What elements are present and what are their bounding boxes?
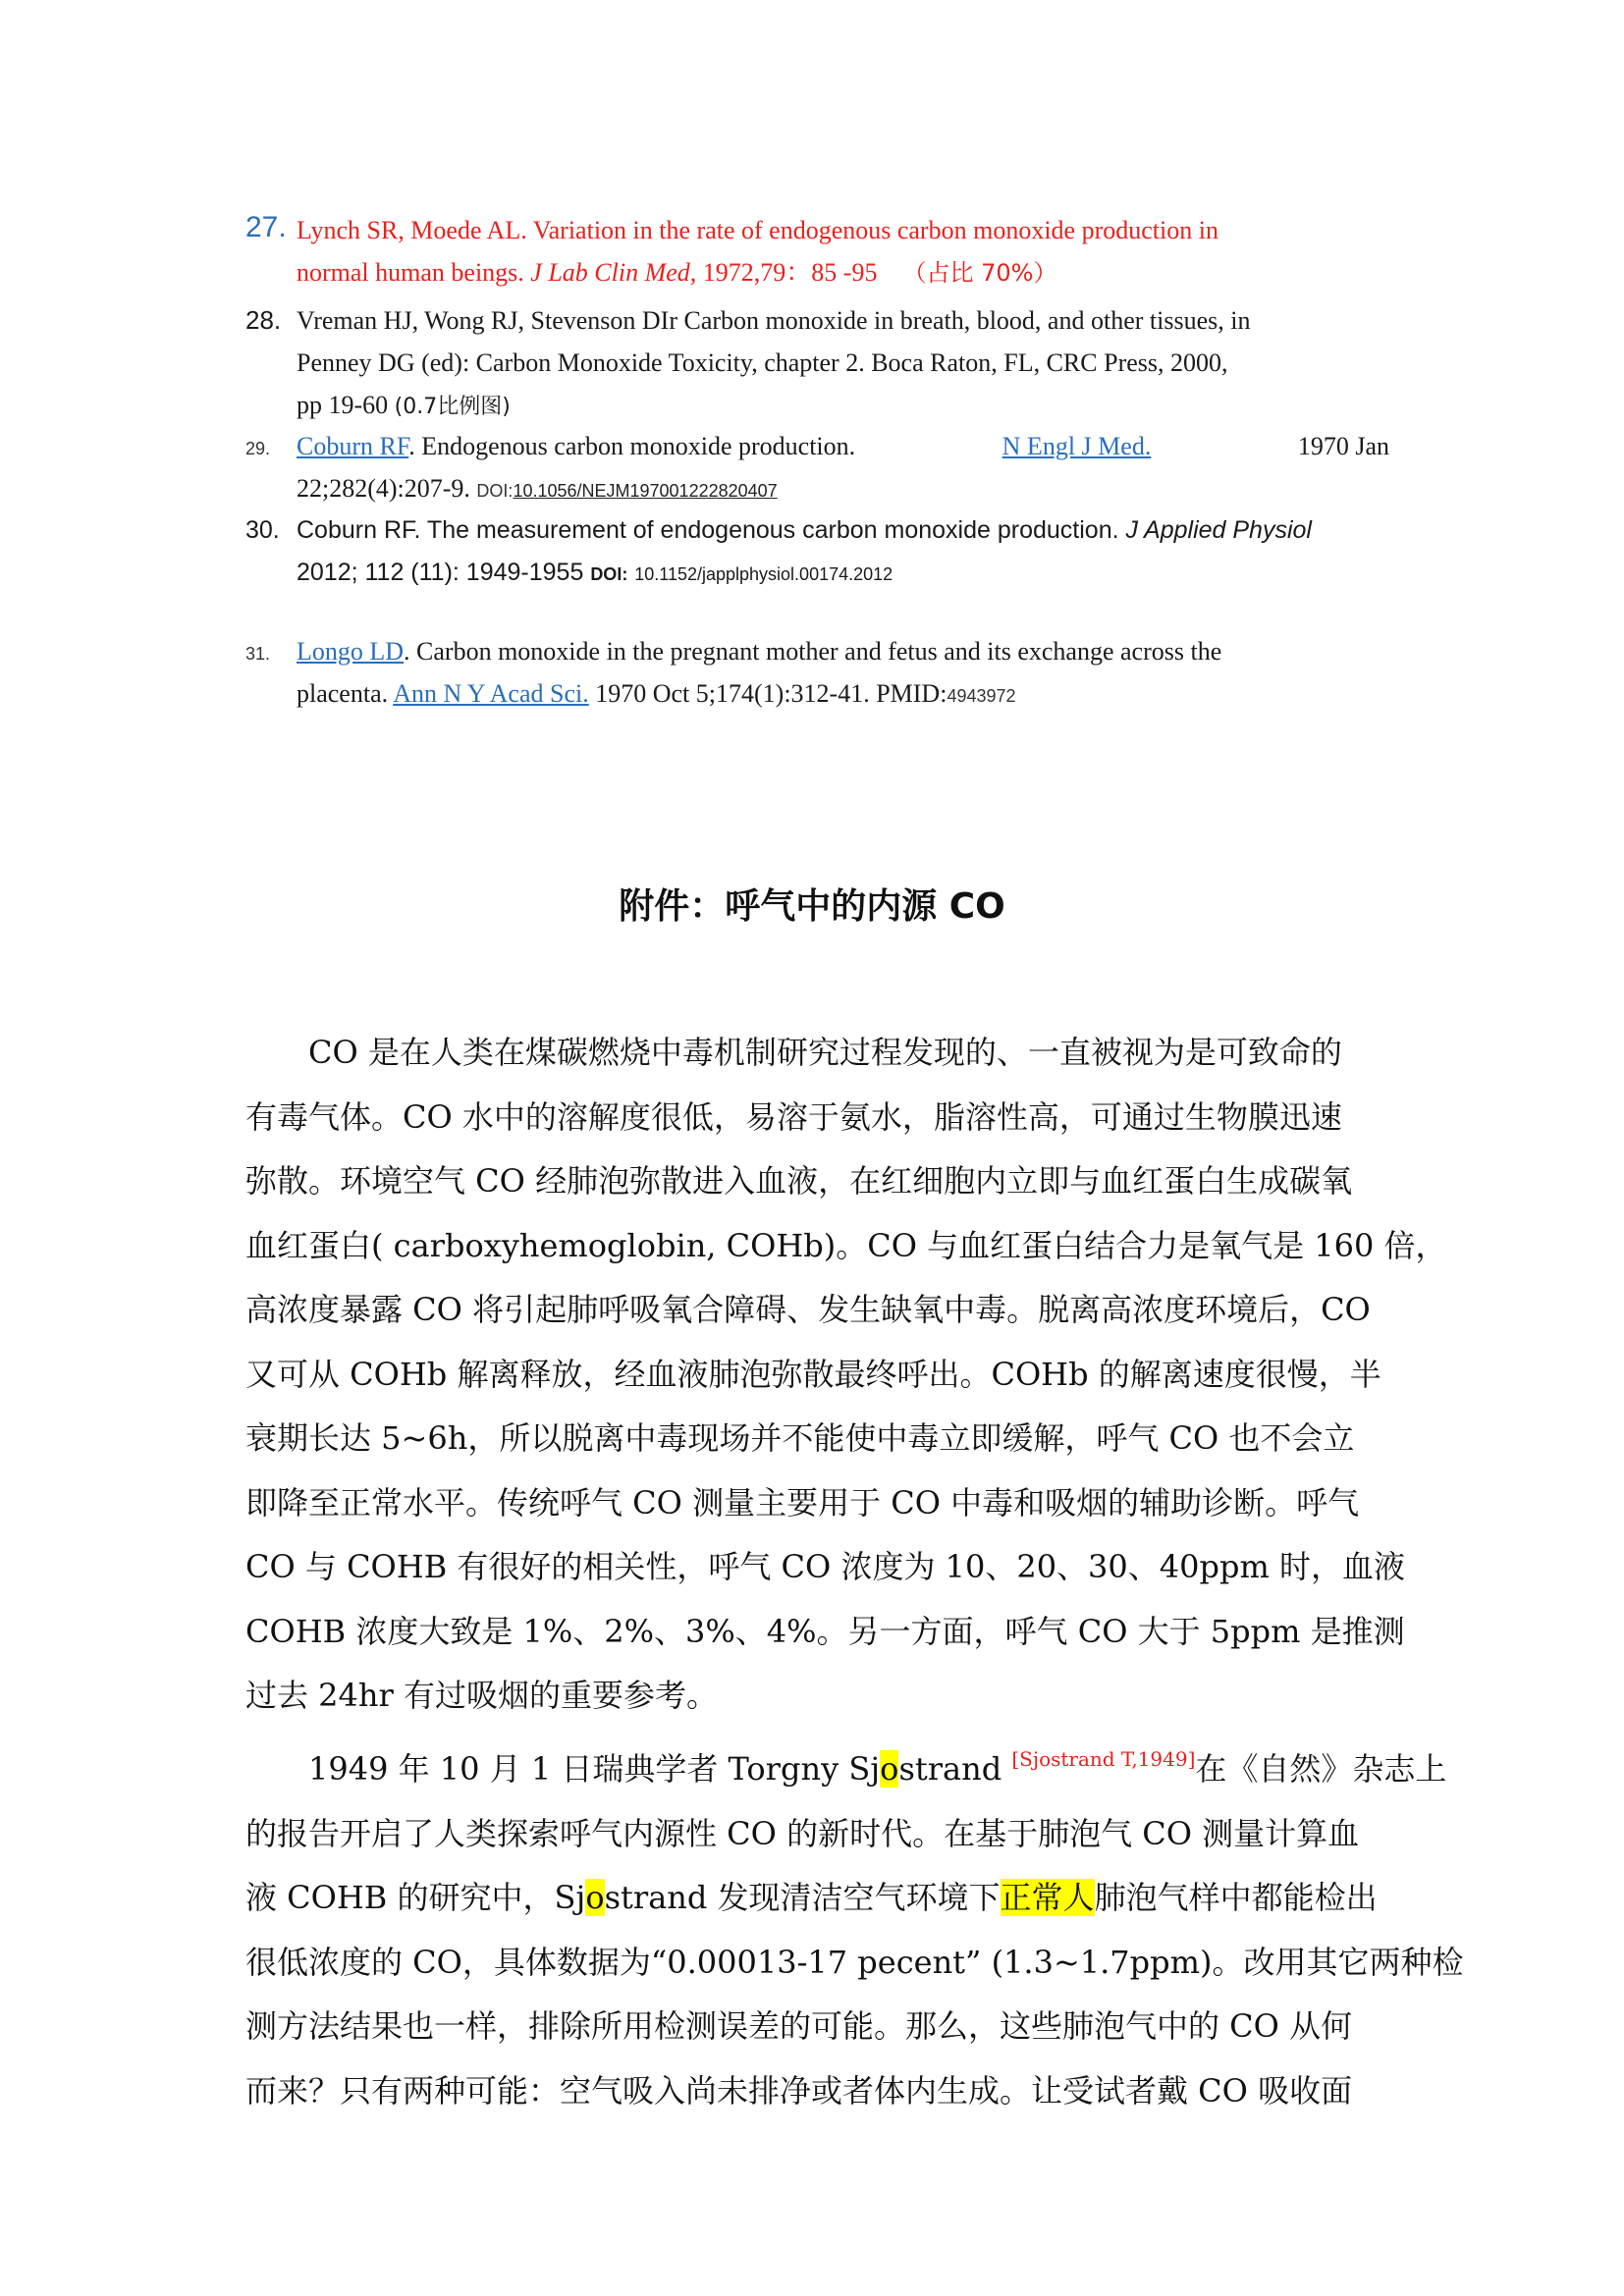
reference-note: （占比 70%） xyxy=(902,259,1057,287)
author-link[interactable]: Coburn RF xyxy=(297,432,409,460)
paragraph-line: 1949 年 10 月 1 日瑞典学者 Torgny Sjostrand [Sjostrand T,1949]在《自然》杂志上 xyxy=(308,1747,1447,1788)
reference-number: 31. xyxy=(245,644,271,664)
reference-31 xyxy=(245,630,1389,718)
paragraph-line: 有毒气体。CO 水中的溶解度很低，易溶于氨水，脂溶性高，可通过生物膜迅速 xyxy=(245,1097,1342,1136)
reference-year: 1970 Jan xyxy=(1297,432,1389,460)
journal-name: J Lab Clin Med, xyxy=(530,258,697,287)
paragraph-1 xyxy=(245,1021,1447,1729)
paragraph-line: CO 与 COHB 有很好的相关性，呼气 CO 浓度为 10、20、30、40ppm 时，血液 xyxy=(245,1548,1405,1585)
reference-28 xyxy=(245,299,1389,428)
paragraph-line: 测方法结果也一样，排除所用检测误差的可能。那么，这些肺泡气中的 CO 从何 xyxy=(245,2007,1353,2045)
doi-label: DOI: xyxy=(476,481,514,501)
reference-29 xyxy=(245,425,1389,512)
reference-number: 27. xyxy=(245,211,287,243)
paragraph-line: 很低浓度的 CO，具体数据为“0.00013-17 pecent” (1.3~1.7ppm)。改用其它两种检 xyxy=(245,1943,1464,1981)
paragraph-line: 又可从 COHb 解离释放，经血液肺泡弥散最终呼出。COHb 的解离速度很慢，半 xyxy=(245,1355,1381,1393)
reference-title: . Endogenous carbon monoxide production. xyxy=(408,432,856,460)
journal-name: J Applied Physiol xyxy=(1125,516,1312,544)
reference-30 xyxy=(245,509,1389,596)
paragraph-line: 的报告开启了人类探索呼气内源性 CO 的新时代。在基于肺泡气 CO 测量计算血 xyxy=(245,1814,1360,1852)
reference-text: pp 19-60 xyxy=(297,391,389,419)
reference-details: 1972,79：85 -95 xyxy=(696,258,878,287)
reference-note: (0.7比例图) xyxy=(394,395,511,419)
pmid-value: 4943972 xyxy=(947,686,1016,706)
journal-link[interactable]: Ann N Y Acad Sci. xyxy=(393,679,589,708)
paragraph-line: 高浓度暴露 CO 将引起肺呼吸氧合障碍、发生缺氧中毒。脱离高浓度环境后，CO xyxy=(245,1291,1371,1328)
reference-number: 30. xyxy=(245,516,280,544)
paragraph-line: 液 COHB 的研究中，Sjostrand 发现清洁空气环境下正常人肺泡气样中都能检出 xyxy=(245,1879,1378,1916)
reference-text: Lynch SR, Moede AL. Variation in the rate of endogenous carbon monoxide production in xyxy=(297,216,1218,244)
highlight: o xyxy=(585,1879,605,1916)
reference-text: normal human beings. xyxy=(297,258,524,287)
paragraph-2 xyxy=(245,1728,1464,2123)
paragraph-line: 即降至正常水平。传统呼气 CO 测量主要用于 CO 中毒和吸烟的辅助诊断。呼气 xyxy=(245,1483,1360,1522)
author-link[interactable]: Longo LD xyxy=(297,637,405,666)
reference-text: placenta. xyxy=(297,679,389,708)
paragraph-line: COHB 浓度大致是 1%、2%、3%、4%。另一方面，呼气 CO 大于 5ppm 是推测 xyxy=(245,1612,1405,1650)
reference-text: Coburn RF. The measurement of endogenous carbon monoxide production. xyxy=(297,516,1119,544)
paragraph-line: 衰期长达 5~6h，所以脱离中毒现场并不能使中毒立即缓解，呼气 CO 也不会立 xyxy=(245,1419,1355,1457)
section-heading: 附件：呼气中的内源 CO xyxy=(619,886,1005,927)
reference-text: . Carbon monoxide in the pregnant mother and fetus and its exchange across the xyxy=(404,637,1222,666)
journal-link[interactable]: N Engl J Med. xyxy=(1001,432,1152,460)
paragraph-line: CO 是在人类在煤碳燃烧中毒机制研究过程发现的、一直被视为是可致命的 xyxy=(308,1034,1342,1071)
reference-number: 28. xyxy=(245,305,282,335)
doi-link[interactable]: 10.1056/NEJM197001222820407 xyxy=(513,481,778,501)
doi-label: DOI: xyxy=(590,564,628,584)
paragraph-line: 而来？只有两种可能：空气吸入尚未排净或者体内生成。让受试者戴 CO 吸收面 xyxy=(245,2071,1353,2109)
doi-value: 10.1152/japplphysiol.00174.2012 xyxy=(634,564,893,584)
paragraph-line: 血红蛋白( carboxyhemoglobin, COHb)。CO 与血红蛋白结合力是氧气是 160 倍， xyxy=(245,1226,1447,1264)
highlight: o xyxy=(880,1750,899,1788)
reference-details: 1970 Oct 5;174(1):312-41. PMID: xyxy=(588,679,947,708)
reference-details: 22;282(4):207-9. xyxy=(297,474,470,503)
reference-number: 29. xyxy=(245,439,271,458)
paragraph-line: 弥散。环境空气 CO 经肺泡弥散进入血液，在红细胞内立即与血红蛋白生成碳氧 xyxy=(245,1162,1353,1200)
reference-details: 2012; 112 (11): 1949-1955 xyxy=(297,559,584,586)
reference-text: Penney DG (ed): Carbon Monoxide Toxicity, chapter 2. Boca Raton, FL, CRC Press, 2000, xyxy=(297,348,1228,377)
citation: [Sjostrand T,1949] xyxy=(1011,1747,1196,1771)
highlight: 正常人 xyxy=(1000,1879,1095,1916)
paragraph-line: 过去 24hr 有过吸烟的重要参考。 xyxy=(245,1677,718,1714)
reference-27 xyxy=(245,209,1389,294)
reference-text: Vreman HJ, Wong RJ, Stevenson DIr Carbon monoxide in breath, blood, and other tissues, in xyxy=(297,306,1251,335)
